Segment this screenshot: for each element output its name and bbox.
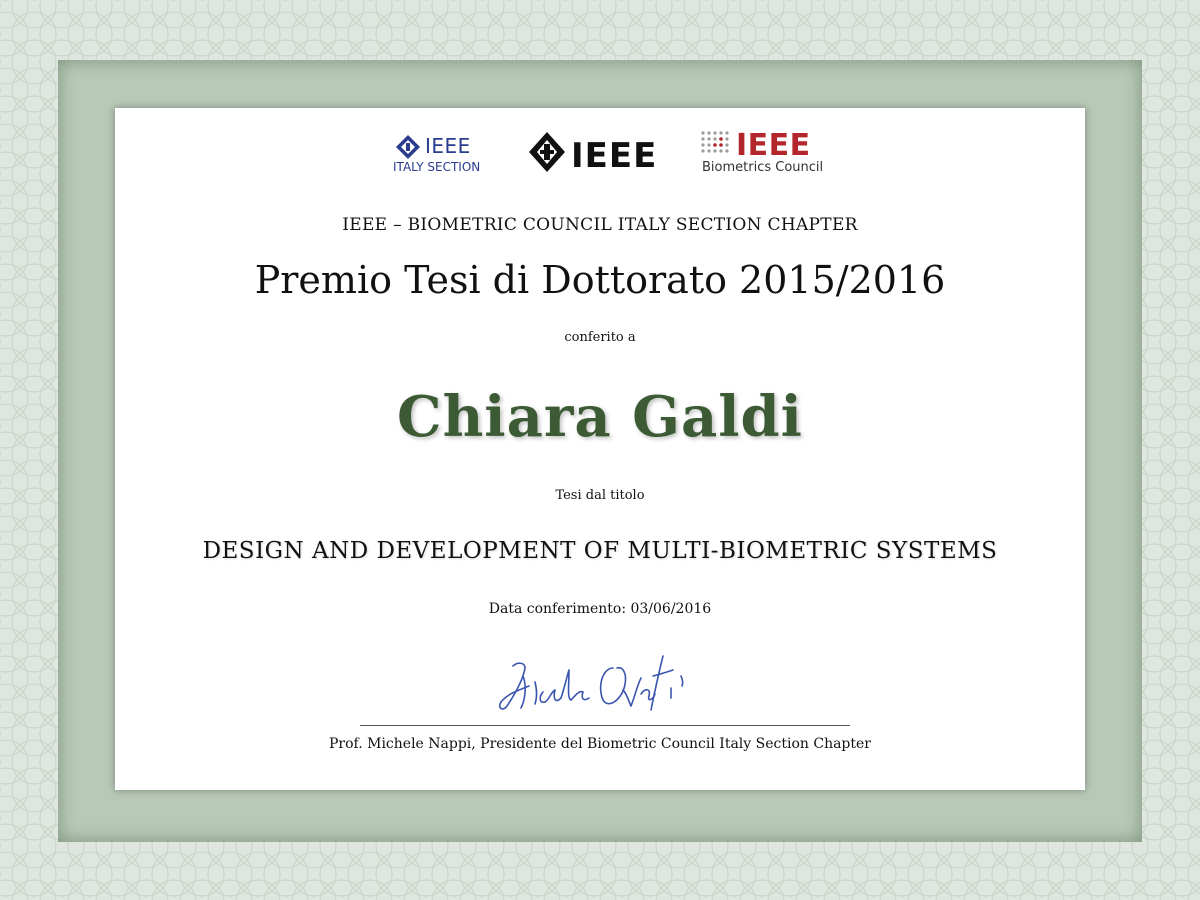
ieee-logo <box>527 130 677 190</box>
ieee-biometrics-council-logo <box>700 130 840 190</box>
ieee-diamond-icon <box>395 134 421 160</box>
ieee-italy-section-logo <box>393 130 503 190</box>
award-date: Data conferimento: 03/06/2016 <box>488 601 712 617</box>
logo-row <box>115 130 1085 190</box>
ieee-logo-word: IEEE <box>571 136 658 176</box>
signature-line <box>360 725 850 726</box>
italy-logo-word: IEEE <box>425 134 471 158</box>
thesis-title: DESIGN AND DEVELOPMENT OF MULTI-BIOMETRIC SYSTEMS <box>202 538 998 564</box>
certificate-paper <box>115 108 1085 790</box>
bio-logo-subtitle: Biometrics Council <box>702 160 824 175</box>
signer-caption: Prof. Michele Nappi, Presidente del Biometric Council Italy Section Chapter <box>328 736 871 752</box>
chapter-heading: IEEE – BIOMETRIC COUNCIL ITALY SECTION CHAPTER <box>342 215 858 235</box>
ieee-diamond-icon <box>527 130 567 174</box>
dot-grid-icon <box>700 130 734 160</box>
bio-logo-word: IEEE <box>736 128 811 163</box>
italy-logo-subtitle: ITALY SECTION <box>393 160 481 174</box>
conferred-label: conferito a <box>564 330 636 345</box>
thesis-label: Tesi dal titolo <box>555 488 645 503</box>
recipient-name: Chiara Galdi <box>397 384 803 450</box>
award-title: Premio Tesi di Dottorato 2015/2016 <box>254 258 946 302</box>
handwritten-signature <box>495 646 705 716</box>
